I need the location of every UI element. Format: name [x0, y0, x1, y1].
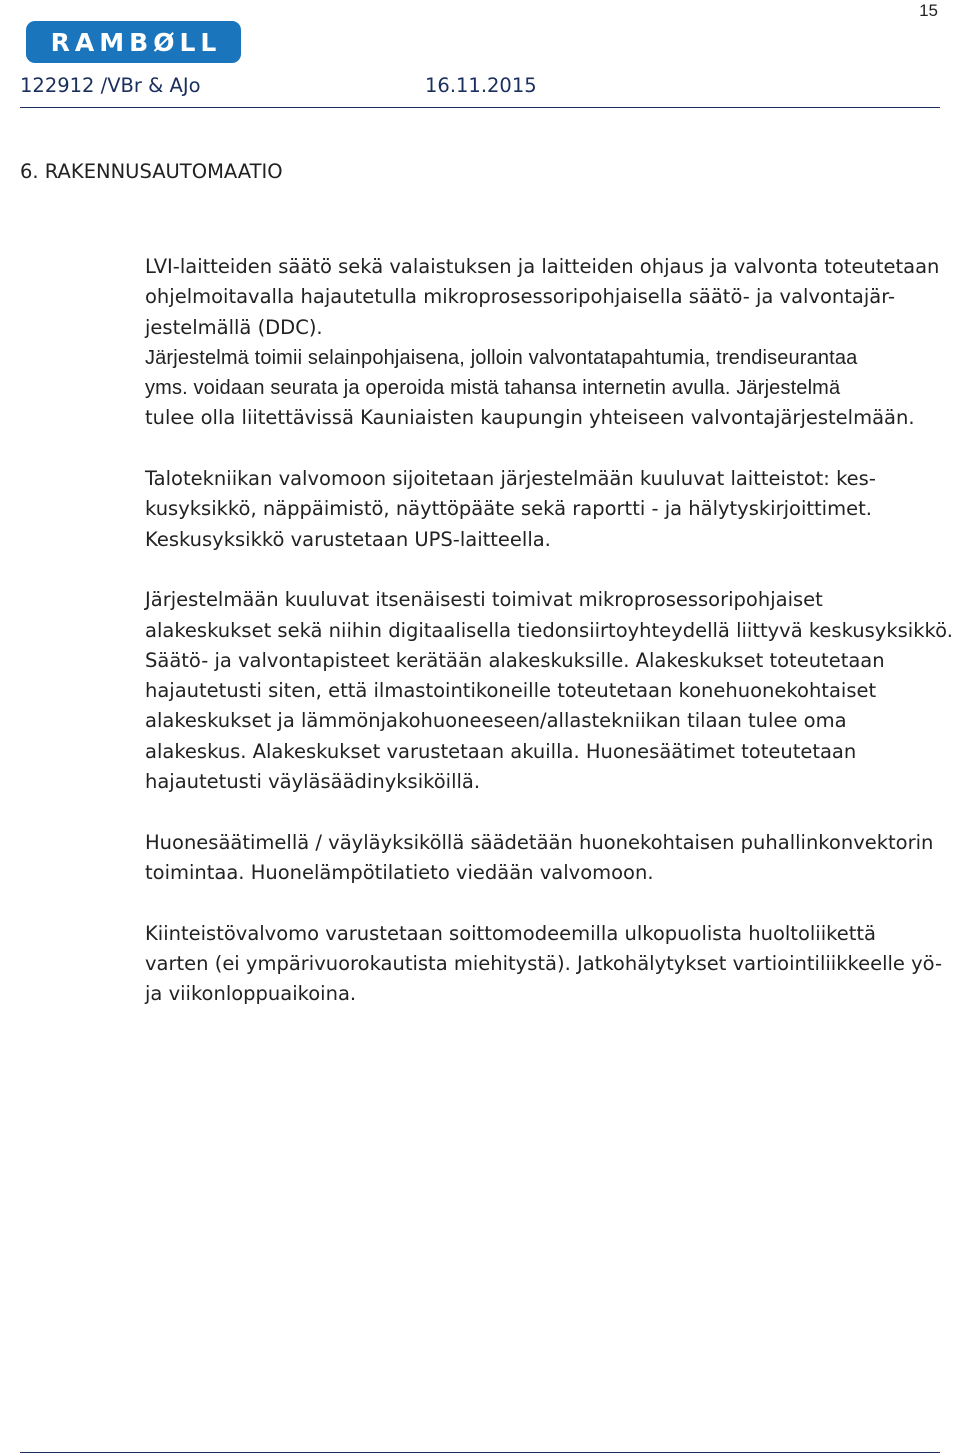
- text-line: ohjelmoitavalla hajautetulla mikroprosessoripohjaisella säätö- ja valvontajär-: [145, 285, 896, 309]
- text-line: LVI-laitteiden säätö sekä valaistuksen ja laitteiden ohjaus ja valvonta toteutetaan: [145, 255, 940, 278]
- header-divider: [20, 107, 940, 108]
- text-line: alakeskukset ja lämmönjakohuoneeseen/allastekniikan tilaan tulee oma: [145, 709, 847, 733]
- text-line: Kiinteistövalvomo varustetaan soittomodeemilla ulkopuolista huoltoliikettä: [145, 921, 876, 945]
- text-line: kusyksikkö, näppäimistö, näyttöpääte sekä raportti - ja hälytyskirjoittimet.: [145, 497, 872, 521]
- text-line: alakeskus. Alakeskukset varustetaan akuilla. Huonesäätimet toteutetaan: [145, 739, 857, 763]
- section-title: 6. RAKENNUSAUTOMAATIO: [20, 160, 283, 183]
- document-reference: 122912 /VBr & AJo: [20, 74, 201, 97]
- paragraph: [145, 464, 945, 555]
- paragraph: [145, 828, 945, 889]
- document-date: 16.11.2015: [425, 74, 537, 97]
- text-line: yms. voidaan seurata ja operoida mistä tahansa internetin avulla. Järjestelmä: [145, 377, 841, 400]
- page-number: 15: [919, 1, 938, 20]
- text-line: Huonesäätimellä / väyläyksiköllä säädetään huonekohtaisen puhallinkonvektorin: [145, 830, 934, 854]
- text-line: hajautetusti väyläsäädinyksiköillä.: [145, 770, 481, 794]
- text-line: Talotekniikan valvomoon sijoitetaan järjestelmään kuuluvat laitteistot: kes-: [145, 467, 876, 491]
- text-line: Säätö- ja valvontapisteet kerätään alakeskuksille. Alakeskukset toteutetaan: [145, 648, 885, 672]
- text-line: tulee olla liitettävissä Kauniaisten kaupungin yhteiseen valvontajärjestelmään.: [145, 406, 915, 430]
- text-line: varten (ei ympärivuorokautista miehitystä). Jatkohälytykset vartiointiliikkeelle yö-: [145, 951, 942, 975]
- paragraph: [145, 585, 953, 797]
- logo-text: RAMBØLL: [50, 27, 222, 57]
- footer-divider: [20, 1452, 940, 1453]
- text-line: toimintaa. Huonelämpötilatieto viedään valvomoon.: [145, 860, 654, 884]
- paragraph: [145, 252, 945, 434]
- text-line: ja viikonloppuaikoina.: [145, 982, 357, 1006]
- body-text: [145, 252, 953, 1040]
- paragraph: [145, 919, 945, 1010]
- text-line: Keskusyksikkö varustetaan UPS-laitteella.: [145, 527, 551, 551]
- text-line: hajautetusti siten, että ilmastointikoneille toteutetaan konehuonekohtaiset: [145, 679, 877, 703]
- text-line: Järjestelmään kuuluvat itsenäisesti toimivat mikroprosessoripohjaiset: [145, 588, 823, 612]
- ramboll-logo: [26, 21, 241, 63]
- text-line: Järjestelmä toimii selainpohjaisena, jolloin valvontatapahtumia, trendiseurantaa: [145, 346, 858, 369]
- text-line: alakeskukset sekä niihin digitaalisella tiedonsiirtoyhteydellä liittyvä keskusyksikkö.: [145, 618, 953, 642]
- text-line: jestelmällä (DDC).: [145, 315, 323, 339]
